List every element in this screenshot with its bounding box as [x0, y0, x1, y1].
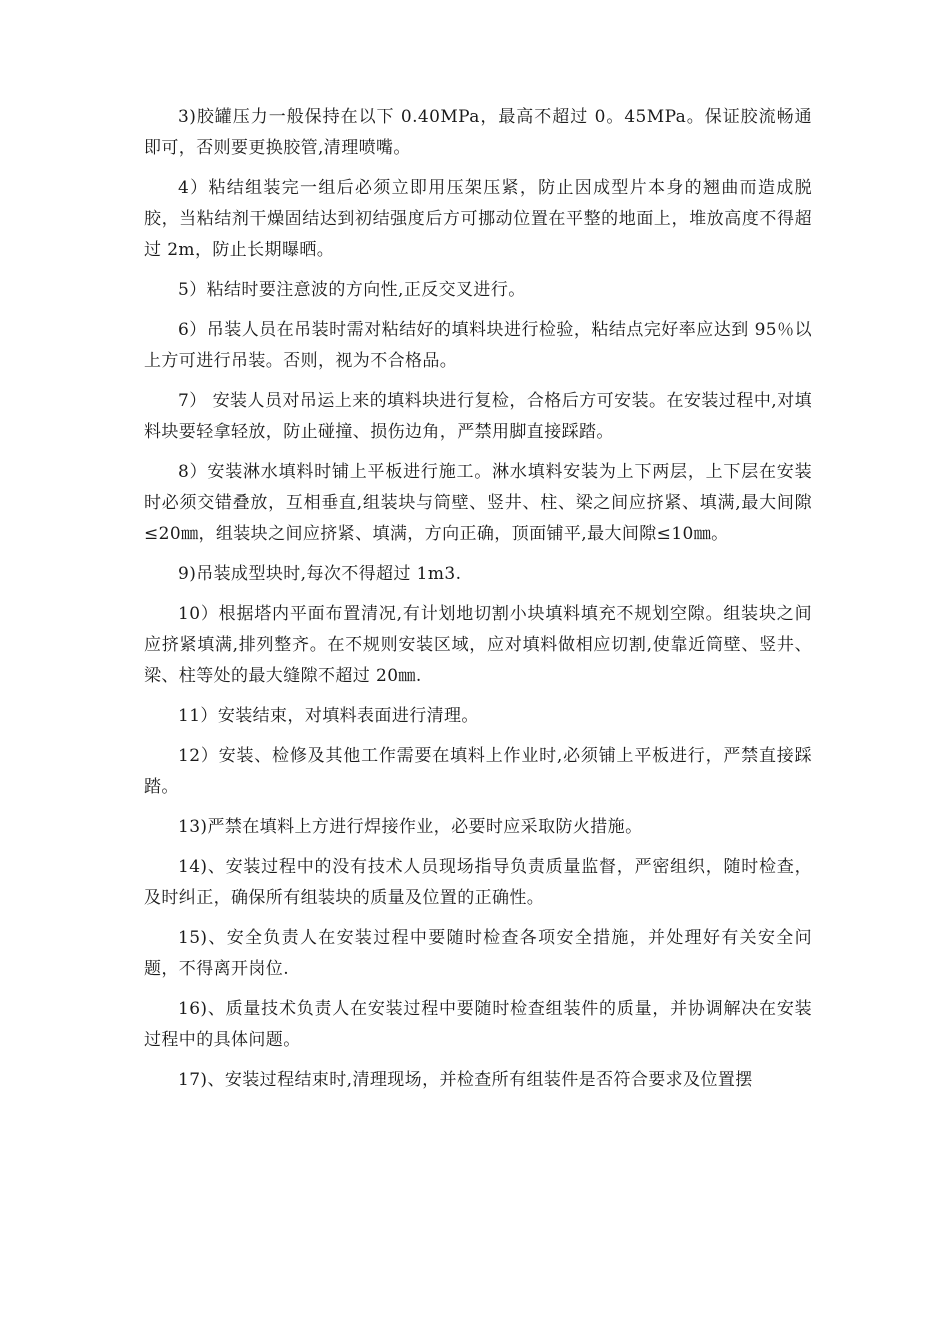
document-body — [144, 102, 812, 1105]
paragraph-14: 14)、安装过程中的没有技术人员现场指导负责质量监督，严密组织，随时检查，及时纠正，确保所有组装块的质量及位置的正确性。 — [144, 857, 812, 908]
paragraph-11: 11）安装结束，对填料表面进行清理。 — [178, 706, 479, 726]
paragraph-17: 17)、安装过程结束时,清理现场，并检查所有组装件是否符合要求及位置摆 — [178, 1070, 753, 1090]
paragraph-8: 8）安装淋水填料时铺上平板进行施工。淋水填料安装为上下两层，上下层在安装时必须交错叠放，互相垂直,组装块与筒壁、竖井、柱、梁之间应挤紧、填满,最大间隙≤20㎜，组装块之间应挤紧、填满，方向正确，顶面铺平,最大间隙≤10㎜。 — [144, 462, 812, 544]
paragraph-9: 9)吊装成型块时,每次不得超过 1m3. — [178, 564, 462, 584]
paragraph-13: 13)严禁在填料上方进行焊接作业，必要时应采取防火措施。 — [178, 817, 643, 837]
paragraph-7: 7） 安装人员对吊运上来的填料块进行复检，合格后方可安装。在安装过程中,对填料块要轻拿轻放，防止碰撞、损伤边角，严禁用脚直接踩踏。 — [144, 391, 812, 442]
paragraph-6: 6）吊装人员在吊装时需对粘结好的填料块进行检验，粘结点完好率应达到 95％以上方可进行吊装。否则，视为不合格品。 — [144, 320, 812, 371]
paragraph-15: 15)、安全负责人在安装过程中要随时检查各项安全措施，并处理好有关安全问题，不得离开岗位. — [144, 928, 812, 979]
paragraph-4: 4）粘结组装完一组后必须立即用压架压紧，防止因成型片本身的翘曲而造成脱胶，当粘结剂干燥固结达到初结强度后方可挪动位置在平整的地面上，堆放高度不得超过 2m，防止长期曝晒。 — [144, 178, 812, 260]
paragraph-5: 5）粘结时要注意波的方向性,正反交叉进行。 — [178, 280, 526, 300]
paragraph-3: 3)胶罐压力一般保持在以下 0.40MPa，最高不超过 0。45MPa。保证胶流畅通即可，否则要更换胶管,清理喷嘴。 — [144, 107, 812, 158]
paragraph-10: 10）根据塔内平面布置清况,有计划地切割小块填料填充不规划空隙。组装块之间应挤紧填满,排列整齐。在不规则安装区域，应对填料做相应切割,使靠近筒壁、竖井、梁、柱等处的最大缝隙不超过 20㎜. — [144, 604, 812, 686]
paragraph-16: 16)、质量技术负责人在安装过程中要随时检查组装件的质量，并协调解决在安装过程中的具体问题。 — [144, 999, 812, 1050]
paragraph-12: 12）安装、检修及其他工作需要在填料上作业时,必须铺上平板进行，严禁直接踩踏。 — [144, 746, 812, 797]
